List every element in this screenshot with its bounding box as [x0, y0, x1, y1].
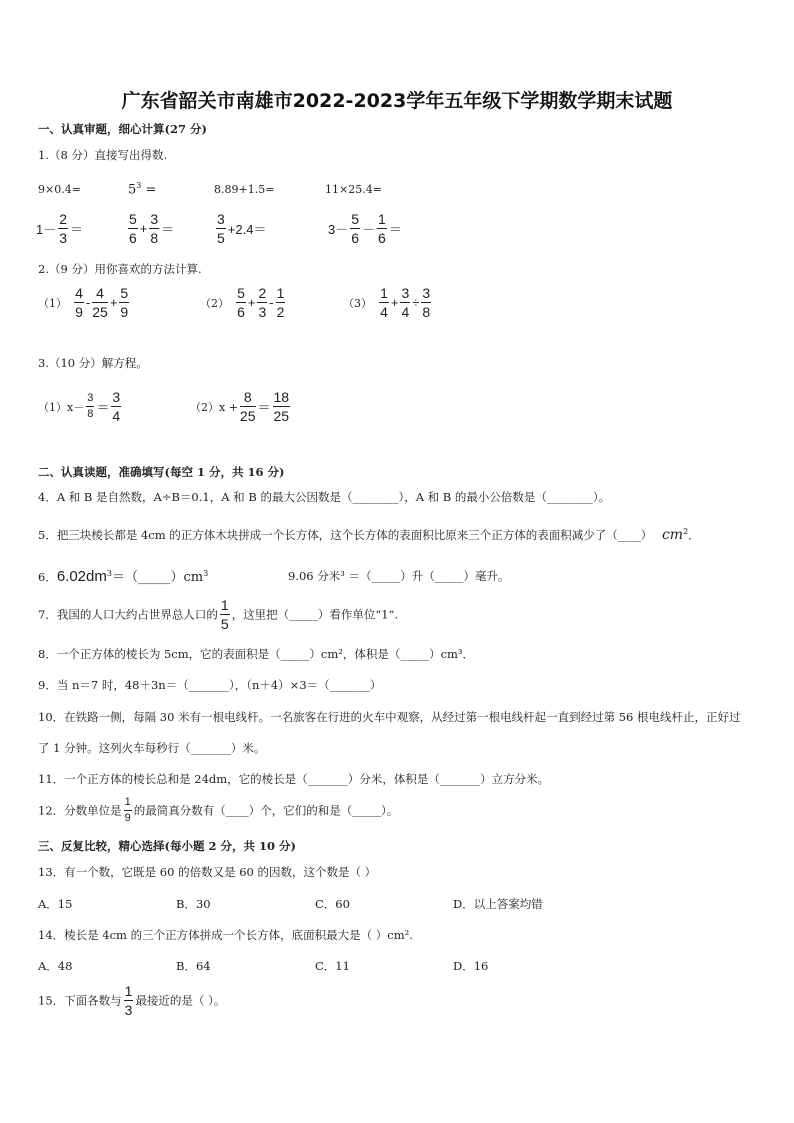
q2-item-2: （2） $\frac{5}{6}$ + $\frac{2}{3}$ - $\frac{1}{2}$ — [200, 285, 285, 320]
q3-item-1: （1）x－ $\frac{3}{8}$ ＝ $\frac{3}{4}$ — [38, 389, 121, 424]
q14-option-c: C．11 — [315, 959, 350, 973]
q1-item-a: 9×0.4= — [38, 183, 81, 196]
section-heading-3: 三、反复比较，精心选择(每小题 2 分，共 10 分) — [38, 839, 296, 853]
question-3: 3.（10 分）解方程。 — [38, 356, 148, 370]
question-9: 9．当 n＝7 时，48＋3n＝（_______），（n＋4）×3＝（_______） — [38, 678, 382, 692]
question-5: 5．把三块棱长都是 4cm 的正方体木块拼成一个长方体，这个长方体的表面积比原来三个正方体的表面积减少了（____） $cm^2$． — [38, 527, 700, 543]
q13-option-a: A．15 — [38, 897, 73, 911]
q14-option-a: A．48 — [38, 959, 73, 973]
q1-item-g: $\frac{3}{5}$ +2.4＝ — [217, 211, 267, 246]
question-14: 14．棱长是 4cm 的三个正方体拼成一个长方体，底面积最大是（ ）cm². — [38, 928, 413, 942]
question-1: 1.（8 分）直接写出得数. — [38, 148, 168, 162]
question-10-line-2: 了 1 分钟。这列火车每秒行（_______）米。 — [38, 741, 266, 755]
q14-option-d: D．16 — [453, 959, 489, 973]
page-title: 广东省韶关市南雄市2022-2023学年五年级下学期数学期末试题 — [121, 90, 673, 112]
question-6-part-1: 6．$6.02dm^3=(\_\_\_\_\_)cm^3$ — [38, 568, 209, 585]
q2-item-1: （1） $\frac{4}{9}$ - $\frac{4}{25}$ + $\frac{5}{9}$ — [38, 285, 129, 320]
section-heading-1: 一、认真审题，细心计算(27 分) — [38, 122, 207, 136]
q1-item-h: 3－ $\frac{5}{6}$ － $\frac{1}{6}$ ＝ — [328, 211, 402, 246]
q13-option-d: D．以上答案均错 — [453, 897, 543, 911]
question-12: 12．分数单位是 $\frac{1}{9}$ 的最简真分数有（____）个，它们的和是（_____）。 — [38, 796, 399, 824]
question-4: 4．A 和 B 是自然数，A÷B＝0.1，A 和 B 的最大公因数是（________），A 和 B 的最小公倍数是（________）。 — [38, 490, 611, 504]
question-11: 11．一个正方体的棱长总和是 24dm，它的棱长是（_______）分米，体积是（_______）立方分米。 — [38, 772, 550, 786]
q13-option-b: B．30 — [176, 897, 211, 911]
q14-option-b: B．64 — [176, 959, 211, 973]
q1-item-e: 1－ $\frac{2}{3}$ ＝ — [36, 211, 84, 246]
question-13: 13．有一个数，它既是 60 的倍数又是 60 的因数，这个数是（ ） — [38, 865, 377, 879]
q1-item-c: 8.89+1.5= — [214, 183, 275, 196]
section-heading-2: 二、认真读题，准确填写(每空 1 分，共 16 分) — [38, 465, 285, 479]
question-8: 8．一个正方体的棱长为 5cm，它的表面积是（_____）cm²，体积是（_____）cm³． — [38, 647, 475, 661]
question-7: 7．我国的人口大约占世界总人口的 $\frac{1}{5}$ ，这里把（_____）看作单位“1”. — [38, 597, 399, 632]
q3-item-2: （2）x + $\frac{8}{25}$ ＝ $\frac{18}{25}$ — [190, 389, 290, 424]
q1-item-b: $5^3$ = — [128, 181, 157, 198]
q1-item-f: $\frac{5}{6}$ + $\frac{3}{8}$ ＝ — [129, 211, 175, 246]
q13-option-c: C．60 — [315, 897, 350, 911]
question-2: 2.（9 分）用你喜欢的方法计算. — [38, 262, 202, 276]
question-15: 15．下面各数与 $\frac{1}{3}$ 最接近的是（ ）。 — [38, 983, 226, 1018]
question-10-line-1: 10．在铁路一侧，每隔 30 米有一根电线杆。一名旅客在行进的火车中观察，从经过第一根电线杆起一直到经过第 56 根电线杆止，正好过 — [38, 710, 741, 724]
question-6-part-2: 9.06 分米³ ＝（_____）升（_____）毫升。 — [288, 569, 510, 583]
q2-item-3: （3） $\frac{1}{4}$ + $\frac{3}{4}$ ÷ $\frac{3}{8}$ — [343, 285, 431, 320]
q1-item-d: 11×25.4= — [325, 183, 382, 196]
